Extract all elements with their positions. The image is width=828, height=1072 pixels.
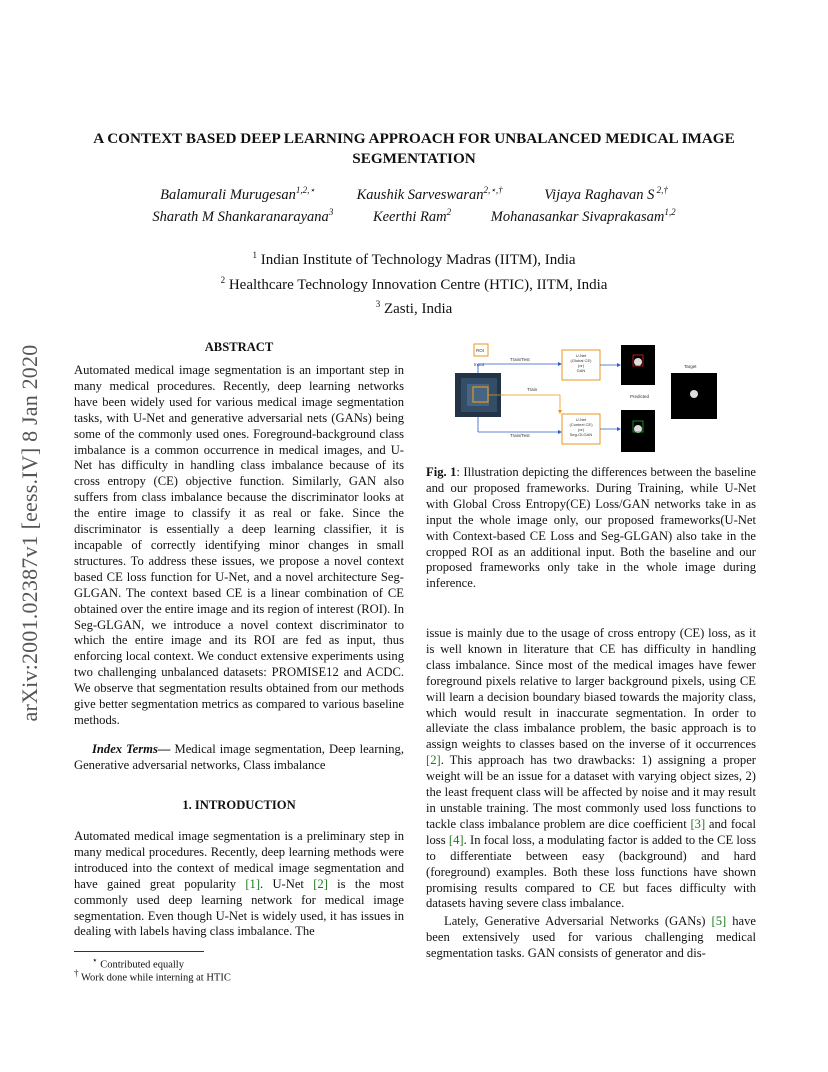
citation-link[interactable]: [ 3 ] [690, 817, 705, 831]
svg-text:(or): (or) [577, 427, 585, 432]
svg-text:Seg-GLGAN: Seg-GLGAN [569, 432, 593, 437]
svg-text:(or): (or) [577, 363, 585, 368]
intro-heading: 1. INTRODUCTION [182, 798, 296, 812]
svg-text:(Context CE): (Context CE) [569, 422, 593, 427]
index-terms: Index Terms— Medical image segmentation, Deep learning, Generative adversarial networks, Class imbalance [74, 742, 404, 772]
author: Keerthi Ram$^2$ [372, 207, 452, 225]
authors-row-1 [60, 185, 768, 204]
author: Mohanasankar Sivaprakasam$^{1,2}$ [490, 207, 676, 225]
affiliation: $^3$ Zasti, India [375, 299, 453, 317]
index-terms-label: Index Terms— [92, 742, 171, 756]
intro-paragraph: Automated medical image segmentation is a preliminary step in many medical procedures. Recently, deep learning methods were introduced into the context of medical image segmentation and have gained great popularity [ 1 ] . U-Net [ 2 ] is the most commonly used deep learning network for medical image segmentation. Even though U-Net is widely used, it has issues in dealing with labels having class imbalance. The [74, 829, 404, 940]
affiliation: $^1$ Indian Institute of Technology Madras (IITM), India [252, 250, 576, 268]
author: Sharath M Shankaranarayana$^3$ [152, 207, 334, 225]
train-test-bottom-label: Train/Test [510, 433, 530, 438]
affiliation: $^2$ Healthcare Technology Innovation Centre (HTIC), IITM, India [220, 274, 608, 293]
citation-link[interactable]: [ 1 ] [245, 877, 260, 891]
svg-text:U-Net: U-Net [575, 417, 587, 422]
figure-caption: Fig. 1: Illustration depicting the differences between the baseline and our proposed frameworks. During Training, while U-Net with Global Cross Entropy(CE) Loss/GAN networks take in as input the whole image only, our proposed frameworks(U-Net with Context-based CE Loss and Seg-GLGAN) also take in the cropped ROI as an additional input. Both the baseline and our proposed frameworks only take in the whole image during inference. [426, 465, 756, 591]
svg-text:GAN: GAN [576, 368, 586, 373]
paper-title: A CONTEXT BASED DEEP LEARNING APPROACH FOR UNBALANCED MEDICAL IMAGE SEGMENTATION [93, 130, 735, 167]
footnote-2: † Work done while interning at HTIC [74, 968, 231, 984]
citation-link[interactable]: [ 2 ] [313, 877, 328, 891]
citation-link[interactable]: [ 5 ] [711, 914, 726, 928]
figure-1 [455, 340, 755, 452]
train-label: Train [527, 387, 538, 392]
citation-link[interactable]: [ 2 ] [426, 753, 441, 767]
affiliations [60, 246, 768, 320]
svg-text:U-Net: U-Net [575, 353, 587, 358]
abstract-text: Automated medical image segmentation is an important step in many medical procedures. Recently, deep learning networks have been widely used for various medical image segmentation tasks, with U-Net and generative adversarial nets (GANs) being some of the commonly used ones. Foreground-background class imbalance is a common occurrence in medical images, and U-Net has difficulty in handling class imbalance because of its cross entropy (CE) objective function. Similarly, GAN also suffers from class imbalance because the discriminator looks at the entire image to classify it as real or fake. Since the discriminator is essentially a deep learning classifier, it is incapable of correctly identifying minor changes in small structures. To address these issues, we propose a novel context based CE loss function for U-Net, and a novel architecture Seg-GLGAN. The context based CE is a linear combination of CE obtained over the entire image and its region of interest (ROI). In Seg-GLGAN, we introduce a novel context discriminator to which the entire image and its ROI are fed as input, thus enforcing local context. We conduct extensive experiments using two challenging unbalanced datasets: PROMISE12 and ACDC. We observe that segmentation results obtained from our methods give better segmentation metrics as compared to various baseline methods. [74, 363, 404, 727]
caption-label: Fig. 1 [426, 465, 457, 479]
abstract-heading: ABSTRACT [204, 340, 274, 354]
footnote-1: ⋆ Contributed equally [92, 955, 184, 971]
arxiv-identifier: arXiv:2001.02387v1 [eess.IV] 8 Jan 2020 [17, 344, 42, 722]
author: Vijaya Raghavan S $^{2,\dagger}$ [544, 185, 668, 203]
svg-text:(Global CE): (Global CE) [570, 358, 592, 363]
footnote-rule [74, 951, 204, 952]
authors-row-2 [60, 207, 768, 226]
train-test-top-label: Train/Test [510, 357, 530, 362]
author: Balamurali Murugesan$^{1,2,⋆}$ [160, 185, 316, 203]
input-label: Input [474, 362, 485, 367]
figure-diagram [455, 340, 755, 452]
author: Kaushik Sarveswaran$^{2,⋆,\dagger}$ [356, 185, 503, 203]
predicted-label: Predicted [630, 394, 650, 399]
citation-link[interactable]: [ 4 ] [449, 833, 464, 847]
roi-label: ROI [476, 348, 485, 353]
intro-paragraph-continued: issue is mainly due to the usage of cross entropy (CE) loss, as it is well known in literature that CE has difficulty in handling class imbalance. Since most of the medical images have fewer foreground pixels relative to larger background pixels, using CE will learn a decision boundary biased towards the majority class, which would result in inaccurate segmentation. In order to alleviate the class imbalance problem, the basic approach is to assign weights to classes based on the inverse of it occurrences [ 2 ] . This approach has two drawbacks: 1) assigning a proper weight will be an issue for a dataset with varying object sizes, 2) the least frequent class will be affected by noise and it may result in unstable training. The most commonly used loss functions to tackle class imbalance problem are dice coefficient [ 3 ] and focal loss [ 4 ] . In focal loss, a modulating factor is added to the CE loss to differentiate between easy (background) and hard (foreground) examples. Both these loss functions have shown promising results compared to CE but faces difficulty with datasets having severe class imbalance. Lately, Generative Adversarial Networks (GANs) [ 5 ] have been extensively used for various challenging medical segmentation tasks. GAN consists of generator and dis- [426, 626, 756, 962]
target-label: Target [684, 364, 697, 369]
